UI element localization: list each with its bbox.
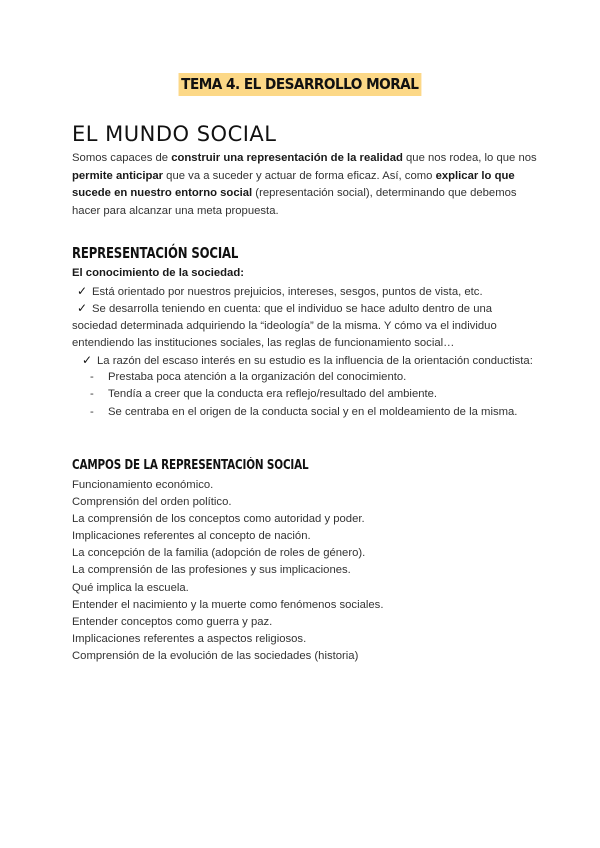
conductista-sub-list [90, 369, 517, 421]
list-item [90, 369, 517, 386]
list-item: Qué implica la escuela. [72, 581, 189, 594]
list-item: Implicaciones referentes al concepto de nación. [72, 530, 311, 543]
list-item [90, 386, 517, 403]
check-item-continuation: sociedad determinada adquiriendo la “ideología” de la misma. Y cómo va el individuo entendiendo las instituciones sociales, las reglas de funcionamiento social… [72, 320, 497, 350]
list-item: Entender conceptos como guerra y paz. [72, 615, 273, 628]
check-item [77, 283, 547, 301]
conocimiento-subheading: El conocimiento de la sociedad: [72, 267, 245, 279]
paragraph-bold-text: permite anticipar [72, 169, 164, 182]
check-item [77, 300, 527, 318]
paragraph-bold-text: explicar lo que sucede en nuestro entorno social [72, 169, 515, 200]
check-item-text: La razón del escaso interés en su estudio es la influencia de la orientación conductista: [97, 355, 533, 367]
check-item [82, 352, 552, 370]
list-item: Entender el nacimiento y la muerte como fenómenos sociales. [72, 598, 384, 611]
list-item: La concepción de la familia (adopción de roles de género). [72, 547, 366, 560]
paragraph-bold-text: construir una representación de la realidad [171, 152, 403, 164]
section-heading-campos: CAMPOS DE LA REPRESENTACIÓN SOCIAL [72, 458, 309, 473]
paragraph-text: que va a suceder y actuar de forma eficaz. Así, como [163, 169, 436, 182]
paragraph-text: Somos capaces de [72, 152, 172, 164]
list-item [90, 404, 517, 421]
list-item: La comprensión de los conceptos como autoridad y poder. [72, 513, 365, 526]
dash-marker: - [90, 371, 94, 383]
paragraph-text: (representación social), determinando que debemos hacer para alcanzar una meta propuesta. [72, 187, 517, 217]
check-icon: ✓ [77, 301, 88, 315]
list-item-text: Prestaba poca atención a la organización del conocimiento. [108, 371, 407, 383]
list-item-text: Se centraba en el origen de la conducta social y en el moldeamiento de la misma. [108, 405, 518, 418]
list-item: Funcionamiento económico. [72, 479, 214, 491]
dash-marker: - [90, 388, 94, 401]
check-icon: ✓ [82, 353, 93, 367]
check-icon: ✓ [77, 284, 88, 298]
document-title: TEMA 4. EL DESARROLLO MORAL [179, 73, 421, 96]
check-item-text: Se desarrolla teniendo en cuenta: que el individuo se hace adulto dentro de una [92, 303, 493, 315]
section-heading-mundo-social: EL MUNDO SOCIAL [72, 122, 277, 146]
section-heading-representacion-social: REPRESENTACIÓN SOCIAL [72, 244, 239, 262]
list-item: Implicaciones referentes a aspectos religiosos. [72, 632, 307, 645]
paragraph-text: que nos rodea, lo que nos [402, 152, 537, 164]
mundo-social-paragraph [72, 150, 542, 220]
list-item: La comprensión de las profesiones y sus implicaciones. [72, 564, 351, 577]
check-item-text: Está orientado por nuestros prejuicios, intereses, sesgos, puntos de vista, etc. [92, 286, 483, 298]
list-item: Comprensión del orden político. [72, 496, 232, 509]
document-title-container [0, 73, 600, 96]
campos-list [72, 477, 383, 665]
list-item: Comprensión de la evolución de las sociedades (historia) [72, 649, 359, 662]
list-item-text: Tendía a creer que la conducta era reflejo/resultado del ambiente. [108, 388, 438, 401]
dash-marker: - [90, 405, 94, 418]
